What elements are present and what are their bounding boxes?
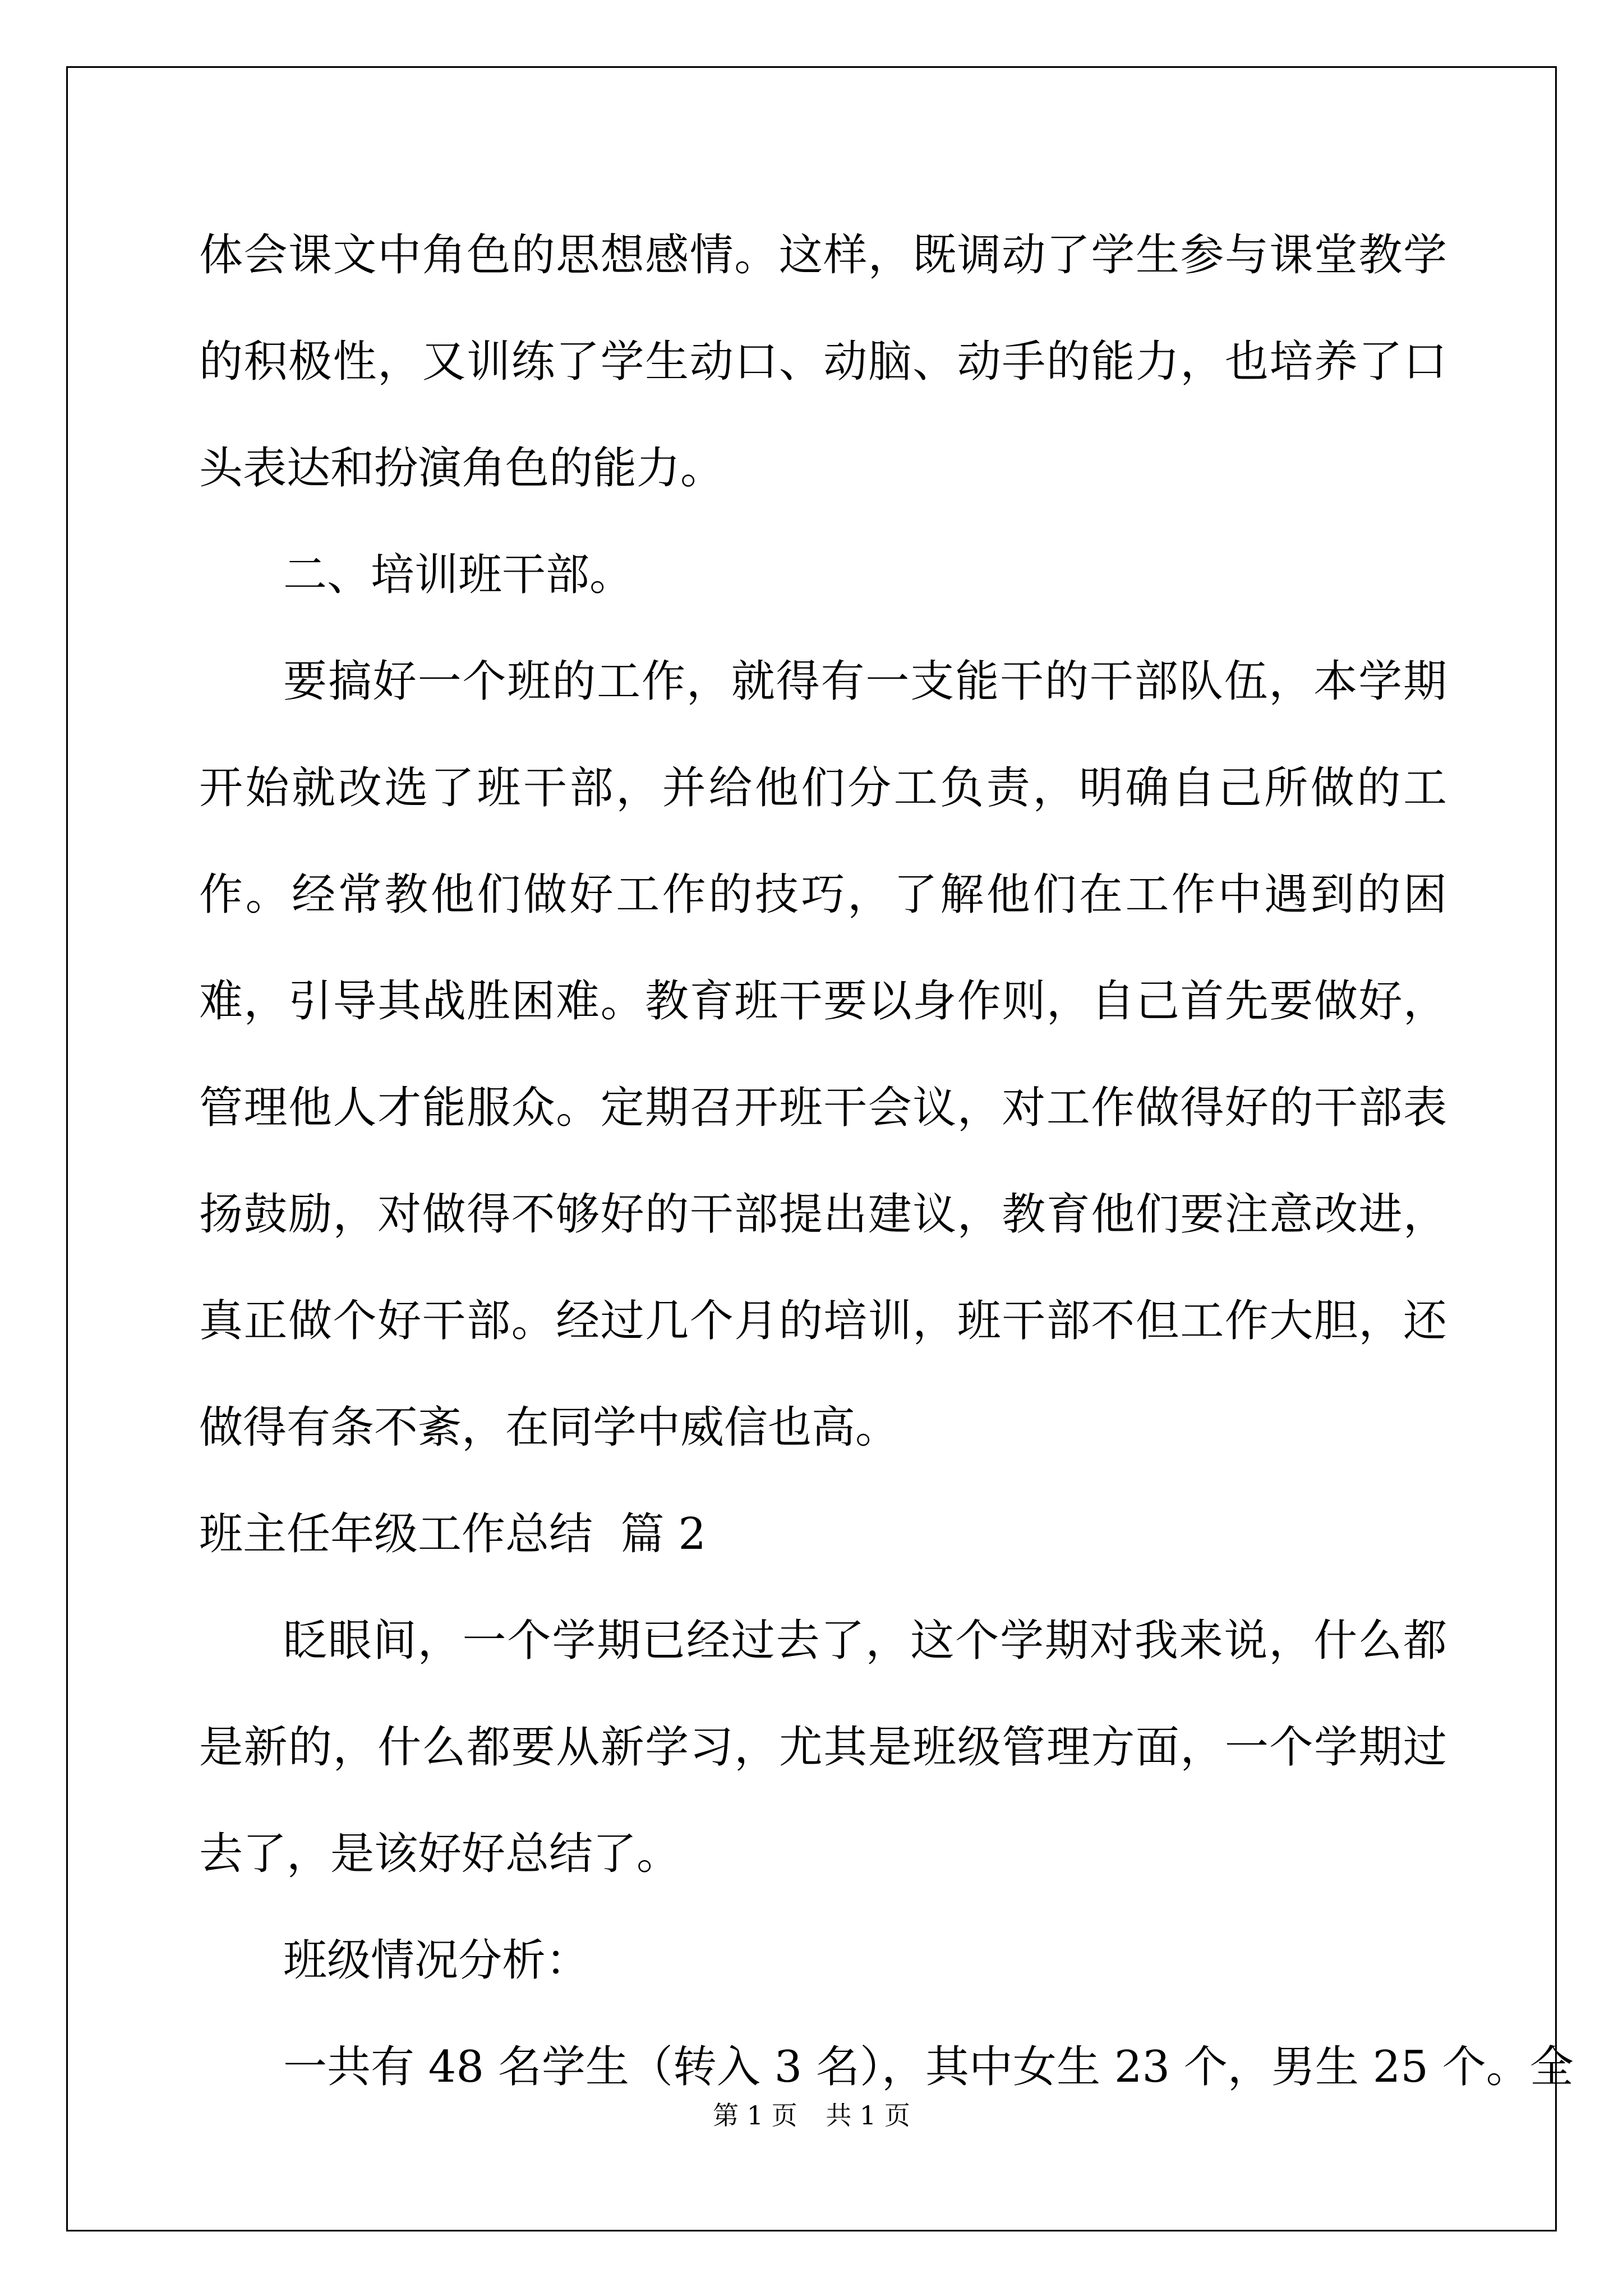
document-body: [199, 202, 1574, 2120]
paragraph-intro: 眨眼间，一个学期已经过去了，这个学期对我来说，什么都是新的，什么都要从新学习，尤其是班级管理方面，一个学期过去了，是该好好总结了。: [199, 1616, 1447, 1879]
paragraph-class-analysis-heading: 班级情况分析：: [283, 1935, 590, 1986]
section-heading-2: 二、培训班干部。: [283, 550, 634, 600]
paragraph-cadre-training: 要搞好一个班的工作，就得有一支能干的干部队伍，本学期开始就改选了班干部，并给他们分工负责，明确自己所做的工作。经常教他们做好工作的技巧，了解他们在工作中遇到的困难，引导其战胜困难。教育班干要以身作则，自己首先要做好，管理他人才能服众。定期召开班干会议，对工作做得好的干部表扬鼓励，对做得不够好的干部提出建议，教育他们要注意改进，真正做个好干部。经过几个月的培训，班干部不但工作大胆，还做得有条不紊，在同学中威信也高。: [199, 656, 1447, 1453]
paragraph-1: 体会课文中角色的思想感情。这样，既调动了学生参与课堂教学的积极性，又训练了学生动口、动脑、动手的能力，也培养了口头表达和扮演角色的能力。: [199, 230, 1447, 494]
paragraph-class-stats: 一共有 48 名学生（转入 3 名），其中女生 23 个，男生 25 个。全: [283, 2042, 1574, 2092]
page-total: 共 1 页: [826, 2100, 910, 2131]
article-title: 班主任年级工作总结 篇 2: [199, 1509, 707, 1559]
page-number: 第 1 页: [713, 2100, 797, 2131]
page-footer: [0, 2095, 1623, 2132]
